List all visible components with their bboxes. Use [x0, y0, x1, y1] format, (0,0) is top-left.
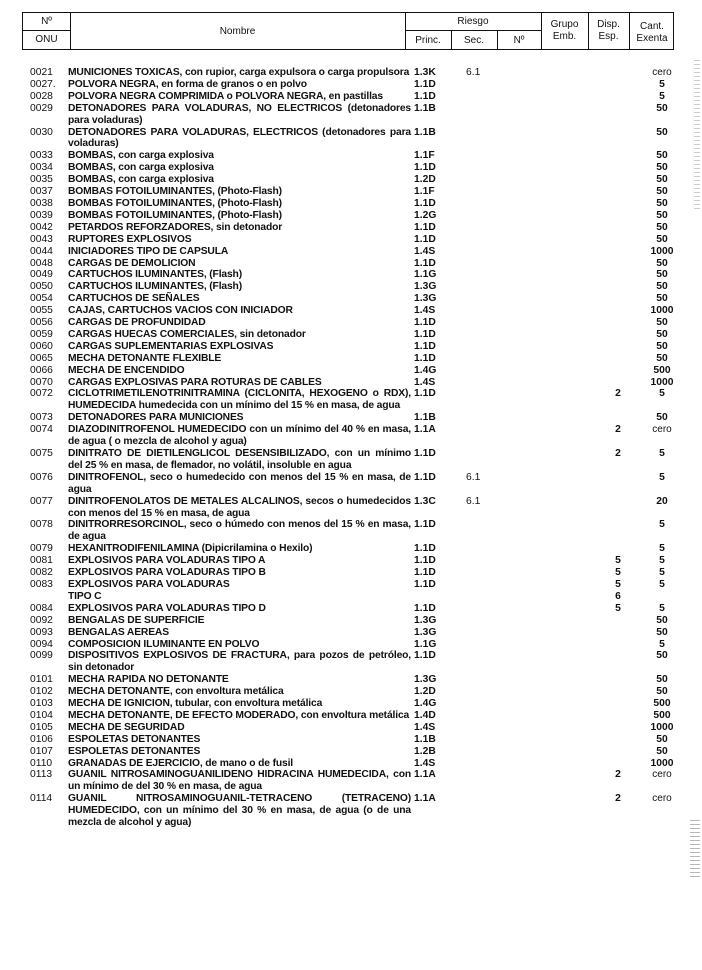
table-row: [30, 377, 690, 389]
onu-number: 0107: [30, 745, 53, 757]
table-row: [30, 91, 690, 103]
risk-principal: 1.1D: [414, 233, 436, 245]
exempt-quantity: 50: [656, 686, 668, 698]
onu-number: 0060: [30, 340, 53, 352]
table-row: [30, 627, 690, 639]
risk-principal: 1.1G: [414, 269, 437, 281]
risk-principal: 1.1D: [414, 221, 436, 233]
exempt-quantity: 5: [659, 578, 665, 590]
onu-number: 0077: [30, 495, 53, 507]
substance-name: MECHA RAPIDA NO DETONANTE: [68, 674, 229, 686]
risk-principal: 1.1D: [414, 471, 436, 483]
table-row: [30, 269, 690, 281]
risk-principal: 1.1D: [414, 448, 436, 459]
table-row: [30, 353, 690, 365]
substance-name: CARTUCHOS ILUMINANTES, (Flash): [68, 269, 242, 281]
table-row: [30, 234, 690, 246]
table-row: [30, 734, 690, 746]
table-row: [30, 448, 690, 472]
exempt-quantity: 50: [656, 340, 668, 352]
exempt-quantity: 50: [656, 352, 668, 364]
onu-number: 0027.: [30, 78, 56, 90]
special-provision: 6: [615, 590, 621, 602]
onu-number: 0066: [30, 364, 53, 376]
substance-name: EXPLOSIVOS PARA VOLADURAS TIPO B: [68, 567, 266, 579]
onu-number: 0059: [30, 328, 53, 340]
table-row: [30, 555, 690, 567]
onu-number: 0050: [30, 281, 53, 293]
exempt-quantity: 1000: [650, 721, 674, 733]
risk-principal: 1.1D: [414, 555, 436, 567]
exempt-quantity: 50: [656, 614, 668, 626]
onu-number: 0110: [30, 757, 53, 769]
substance-name: CICLOTRIMETILENOTRINITRAMINA (CICLONITA, HEXOGENO o RDX), HUMEDECIDA humedecida con un mínimo del 15 % en masa, de agua: [68, 388, 411, 412]
onu-number: 0038: [30, 197, 53, 209]
risk-principal: 1.1B: [414, 733, 436, 745]
header-nombre: Nombre: [219, 26, 256, 37]
table-row: [30, 519, 690, 543]
onu-number: 0114: [30, 793, 53, 805]
table-body: [30, 67, 690, 829]
onu-number: 0054: [30, 293, 53, 305]
special-provision: 2: [615, 448, 621, 459]
exempt-quantity: 50: [656, 197, 668, 209]
onu-number: 0021: [30, 67, 53, 78]
special-provision: 5: [615, 602, 621, 614]
onu-number: 0049: [30, 269, 53, 281]
risk-principal: 1.4S: [414, 757, 436, 769]
special-provision: 5: [615, 578, 621, 590]
risk-secondary: 6.1: [466, 495, 481, 507]
risk-principal: 1.1D: [414, 317, 436, 329]
substance-name: CARGAS EXPLOSIVAS PARA ROTURAS DE CABLES: [68, 376, 322, 388]
table-row: [30, 591, 690, 603]
table-row: [30, 329, 690, 341]
onu-number: 0029: [30, 102, 53, 114]
risk-secondary: 6.1: [466, 67, 481, 78]
risk-principal: 1.3K: [414, 67, 436, 78]
risk-principal: 1.3G: [414, 614, 437, 626]
exempt-quantity: cero: [652, 424, 672, 436]
onu-number: 0094: [30, 638, 53, 650]
table-row: [30, 543, 690, 555]
risk-principal: 1.3G: [414, 626, 437, 638]
exempt-quantity: 50: [656, 150, 668, 162]
special-provision: 2: [615, 424, 621, 436]
onu-number: 0082: [30, 567, 53, 579]
table-row: [30, 698, 690, 710]
onu-number: 0105: [30, 721, 53, 733]
onu-number: 0070: [30, 376, 53, 388]
substance-name: GRANADAS DE EJERCICIO, de mano o de fusil: [68, 757, 293, 769]
exempt-quantity: 50: [656, 412, 668, 424]
table-row: [30, 412, 690, 424]
onu-number: 0081: [30, 555, 53, 567]
risk-principal: 1.1B: [414, 126, 436, 138]
exempt-quantity: 5: [659, 638, 665, 650]
onu-number: 0099: [30, 650, 53, 662]
header-riesgo: Riesgo: [457, 16, 489, 27]
exempt-quantity: 5: [659, 519, 665, 531]
risk-principal: 1.3G: [414, 674, 437, 686]
table-row: [30, 758, 690, 770]
table-row: [30, 150, 690, 162]
substance-name: INICIADORES TIPO DE CAPSULA: [68, 245, 229, 257]
substance-name: DISPOSITIVOS EXPLOSIVOS DE FRACTURA, para pozos de petróleo, sin detonador: [68, 650, 411, 674]
onu-number: 0083: [30, 578, 53, 590]
header-exenta: Exenta: [636, 33, 668, 44]
exempt-quantity: 50: [656, 733, 668, 745]
exempt-quantity: 50: [656, 209, 668, 221]
exempt-quantity: 50: [656, 221, 668, 233]
risk-principal: 1.1D: [414, 78, 436, 90]
table-row: [30, 746, 690, 758]
exempt-quantity: 1000: [650, 376, 674, 388]
exempt-quantity: 5: [659, 567, 665, 579]
risk-principal: 1.1D: [414, 388, 436, 400]
exempt-quantity: 5: [659, 543, 665, 555]
substance-name: DETONADORES PARA VOLADURAS, ELECTRICOS (detonadores para voladuras): [68, 126, 411, 150]
header-cant: Cant.: [640, 21, 664, 32]
risk-principal: 1.4G: [414, 698, 437, 710]
table-row: [30, 127, 690, 151]
exempt-quantity: 500: [653, 698, 671, 710]
exempt-quantity: 50: [656, 317, 668, 329]
risk-principal: 1.1B: [414, 102, 436, 114]
substance-name: POLVORA NEGRA COMPRIMIDA o POLVORA NEGRA, en pastillas: [68, 90, 383, 102]
onu-number: 0072: [30, 388, 53, 400]
substance-name: DINITRORRESORCINOL, seco o húmedo con menos del 15 % en masa, de agua: [68, 519, 411, 543]
substance-name: BENGALAS AEREAS: [68, 626, 169, 638]
onu-number: 0048: [30, 257, 53, 269]
exempt-quantity: 5: [659, 448, 665, 459]
risk-principal: 1.1A: [414, 424, 436, 436]
risk-principal: 1.1D: [414, 543, 436, 555]
onu-number: 0075: [30, 448, 53, 459]
onu-number: 0093: [30, 626, 53, 638]
exempt-quantity: 5: [659, 78, 665, 90]
exempt-quantity: 1000: [650, 245, 674, 257]
substance-name: MECHA DE IGNICION, tubular, con envoltura metálica: [68, 698, 323, 710]
exempt-quantity: 50: [656, 281, 668, 293]
risk-principal: 1.1D: [414, 257, 436, 269]
risk-principal: 1.2G: [414, 209, 437, 221]
substance-name: CARGAS DE DEMOLICION: [68, 257, 196, 269]
risk-principal: 1.1B: [414, 412, 436, 424]
risk-principal: 1.3C: [414, 495, 436, 507]
substance-name: MECHA DETONANTE, con envoltura metálica: [68, 686, 284, 698]
risk-principal: 1.2D: [414, 174, 436, 186]
onu-number: 0092: [30, 614, 53, 626]
substance-name: RUPTORES EXPLOSIVOS: [68, 233, 192, 245]
exempt-quantity: 500: [653, 709, 671, 721]
header-riesgo-no: Nº: [513, 35, 525, 46]
table-row: [30, 162, 690, 174]
substance-name: GUANIL NITROSAMINOGUANIL-TETRACENO (TETRACENO) HUMEDECIDO, con un mínimo del 30 % en masa, de agua (o de una mezcla de alcohol y agua): [68, 793, 411, 829]
table-row: [30, 496, 690, 520]
substance-name: EXPLOSIVOS PARA VOLADURAS TIPO D: [68, 602, 266, 614]
risk-principal: 1.1D: [414, 340, 436, 352]
substance-name: MECHA DETONANTE, DE EFECTO MODERADO, con envoltura metálica: [68, 709, 410, 721]
table-row: [30, 79, 690, 91]
exempt-quantity: 20: [656, 495, 668, 507]
exempt-quantity: 1000: [650, 757, 674, 769]
exempt-quantity: 50: [656, 126, 668, 138]
substance-name: TIPO C: [68, 590, 102, 602]
exempt-quantity: 5: [659, 602, 665, 614]
substance-name: DIAZODINITROFENOL HUMEDECIDO con un mínimo del 40 % en masa, de agua ( o mezcla de alcohol y agua): [68, 424, 411, 448]
scan-noise: [694, 60, 700, 210]
exempt-quantity: cero: [652, 67, 672, 78]
table-row: [30, 222, 690, 234]
table-row: [30, 293, 690, 305]
onu-number: 0073: [30, 412, 53, 424]
substance-name: BOMBAS, con carga explosiva: [68, 174, 214, 186]
table-row: [30, 793, 690, 829]
substance-name: CARTUCHOS DE SEÑALES: [68, 293, 200, 305]
exempt-quantity: 50: [656, 328, 668, 340]
substance-name: BOMBAS FOTOILUMINANTES, (Photo-Flash): [68, 209, 282, 221]
table-row: [30, 686, 690, 698]
substance-name: BOMBAS FOTOILUMINANTES, (Photo-Flash): [68, 197, 282, 209]
substance-name: COMPOSICION ILUMINANTE EN POLVO: [68, 638, 260, 650]
risk-principal: 1.1D: [414, 328, 436, 340]
risk-principal: 1.4G: [414, 364, 437, 376]
risk-principal: 1.4S: [414, 305, 436, 317]
exempt-quantity: 50: [656, 186, 668, 198]
table-row: [30, 210, 690, 222]
risk-principal: 1.3G: [414, 293, 437, 305]
onu-number: 0056: [30, 317, 53, 329]
onu-number: 0028: [30, 90, 53, 102]
risk-principal: 1.1D: [414, 519, 436, 531]
onu-number: 0033: [30, 150, 53, 162]
exempt-quantity: 5: [659, 388, 665, 400]
risk-principal: 1.4D: [414, 709, 436, 721]
onu-number: 0042: [30, 221, 53, 233]
substance-name: BOMBAS FOTOILUMINANTES, (Photo-Flash): [68, 186, 282, 198]
risk-principal: 1.1D: [414, 650, 436, 662]
header-sec: Sec.: [463, 35, 484, 46]
exempt-quantity: 50: [656, 102, 668, 114]
risk-principal: 1.4S: [414, 376, 436, 388]
risk-principal: 1.1G: [414, 638, 437, 650]
substance-name: DETONADORES PARA MUNICIONES: [68, 412, 244, 424]
exempt-quantity: 50: [656, 269, 668, 281]
divider: [23, 30, 70, 31]
special-provision: 5: [615, 555, 621, 567]
table-row: [30, 424, 690, 448]
onu-number: 0074: [30, 424, 53, 436]
exempt-quantity: 50: [656, 745, 668, 757]
substance-name: BOMBAS, con carga explosiva: [68, 162, 214, 174]
table-row: [30, 174, 690, 186]
risk-principal: 1.4S: [414, 721, 436, 733]
risk-principal: 1.1D: [414, 578, 436, 590]
special-provision: 2: [615, 769, 621, 781]
table-row: [30, 341, 690, 353]
exempt-quantity: 50: [656, 174, 668, 186]
onu-number: 0037: [30, 186, 53, 198]
risk-principal: 1.1F: [414, 186, 435, 198]
table-row: [30, 365, 690, 377]
onu-number: 0102: [30, 686, 53, 698]
table-row: [30, 317, 690, 329]
exempt-quantity: 50: [656, 674, 668, 686]
risk-principal: 1.1F: [414, 150, 435, 162]
risk-principal: 1.2B: [414, 745, 436, 757]
substance-name: BENGALAS DE SUPERFICIE: [68, 614, 205, 626]
table-row: [30, 472, 690, 496]
table-row: [30, 281, 690, 293]
scan-noise: [690, 820, 700, 880]
onu-number: 0039: [30, 209, 53, 221]
risk-principal: 1.4S: [414, 245, 436, 257]
onu-number: 0078: [30, 519, 53, 531]
substance-name: CAJAS, CARTUCHOS VACIOS CON INICIADOR: [68, 305, 293, 317]
substance-name: MECHA DE ENCENDIDO: [68, 364, 185, 376]
table-row: [30, 567, 690, 579]
risk-principal: 1.1A: [414, 793, 436, 805]
risk-secondary: 6.1: [466, 471, 481, 483]
table-row: [30, 186, 690, 198]
onu-number: 0043: [30, 233, 53, 245]
table-row: [30, 388, 690, 412]
exempt-quantity: 50: [656, 293, 668, 305]
substance-name: PETARDOS REFORZADORES, sin detonador: [68, 221, 283, 233]
risk-principal: 1.1D: [414, 352, 436, 364]
risk-principal: 1.1D: [414, 90, 436, 102]
onu-number: 0101: [30, 674, 53, 686]
onu-number: 0103: [30, 698, 53, 710]
substance-name: CARGAS HUECAS COMERCIALES, sin detonador: [68, 328, 306, 340]
table-row: [30, 710, 690, 722]
header-emb: Emb.: [552, 31, 577, 42]
risk-principal: 1.1D: [414, 162, 436, 174]
substance-name: ESPOLETAS DETONANTES: [68, 733, 201, 745]
exempt-quantity: 5: [659, 471, 665, 483]
onu-number: 0065: [30, 352, 53, 364]
table-row: [30, 198, 690, 210]
header-grupo: Grupo: [550, 19, 579, 30]
risk-principal: 1.1D: [414, 567, 436, 579]
substance-name: HEXANITRODIFENILAMINA (Dipicrilamina o Hexilo): [68, 543, 313, 555]
onu-number: 0055: [30, 305, 53, 317]
special-provision: 2: [615, 793, 621, 805]
substance-name: DINITROFENOLATOS DE METALES ALCALINOS, secos o humedecidos con menos del 15 % en masa, de agua: [68, 495, 411, 519]
table-row: [30, 305, 690, 317]
substance-name: MECHA DE SEGURIDAD: [68, 721, 185, 733]
onu-number: 0113: [30, 769, 53, 781]
risk-principal: 1.2D: [414, 686, 436, 698]
table-row: [30, 674, 690, 686]
onu-number: 0084: [30, 602, 53, 614]
substance-name: EXPLOSIVOS PARA VOLADURAS TIPO A: [68, 555, 266, 567]
header-onu: ONU: [35, 34, 58, 45]
substance-name: MECHA DETONANTE FLEXIBLE: [68, 352, 222, 364]
table-row: [30, 603, 690, 615]
onu-number: 0104: [30, 709, 53, 721]
onu-number: 0044: [30, 245, 53, 257]
substance-name: DINITROFENOL, seco o humedecido con menos del 15 % en masa, de agua: [68, 471, 411, 495]
table-row: [30, 579, 690, 591]
exempt-quantity: cero: [652, 769, 672, 781]
onu-number: 0079: [30, 543, 53, 555]
onu-number: 0076: [30, 471, 53, 483]
exempt-quantity: 500: [653, 364, 671, 376]
header-esp: Esp.: [598, 31, 619, 42]
table-row: [30, 246, 690, 258]
onu-number: 0030: [30, 126, 53, 138]
risk-principal: 1.1D: [414, 602, 436, 614]
table-header: [22, 12, 674, 50]
exempt-quantity: 5: [659, 555, 665, 567]
substance-name: ESPOLETAS DETONANTES: [68, 745, 201, 757]
substance-name: MUNICIONES TOXICAS, con rupior, carga expulsora o carga propulsora: [68, 67, 410, 78]
onu-number: 0034: [30, 162, 53, 174]
exempt-quantity: 50: [656, 162, 668, 174]
substance-name: POLVORA NEGRA, en forma de granos o en polvo: [68, 78, 307, 90]
table-row: [30, 722, 690, 734]
exempt-quantity: 50: [656, 626, 668, 638]
special-provision: 2: [615, 388, 621, 400]
substance-name: DINITRATO DE DIETILENGLICOL DESENSIBILIZADO, con un mínimo del 25 % en masa, de flemador, no volátil, insoluble en agua: [68, 448, 411, 471]
risk-principal: 1.1A: [414, 769, 436, 781]
table-row: [30, 615, 690, 627]
exempt-quantity: 50: [656, 650, 668, 662]
table-row: [30, 258, 690, 270]
exempt-quantity: cero: [652, 793, 672, 805]
exempt-quantity: 5: [659, 90, 665, 102]
table-row: [30, 769, 690, 793]
substance-name: BOMBAS, con carga explosiva: [68, 150, 214, 162]
substance-name: EXPLOSIVOS PARA VOLADURAS: [68, 578, 230, 590]
header-no: Nº: [41, 16, 52, 27]
table-row: [30, 103, 690, 127]
header-princ: Princ.: [415, 35, 441, 46]
risk-principal: 1.1D: [414, 197, 436, 209]
exempt-quantity: 1000: [650, 305, 674, 317]
onu-number: 0106: [30, 733, 53, 745]
special-provision: 5: [615, 567, 621, 579]
substance-name: CARTUCHOS ILUMINANTES, (Flash): [68, 281, 242, 293]
table-row: [30, 67, 690, 79]
header-disp: Disp.: [597, 19, 620, 30]
onu-number: 0035: [30, 174, 53, 186]
substance-name: CARGAS SUPLEMENTARIAS EXPLOSIVAS: [68, 340, 274, 352]
exempt-quantity: 50: [656, 233, 668, 245]
substance-name: GUANIL NITROSAMINOGUANILIDENO HIDRACINA HUMEDECIDA, con un mínimo de del 30 % en masa, de agua: [68, 769, 411, 793]
substance-name: CARGAS DE PROFUNDIDAD: [68, 317, 206, 329]
exempt-quantity: 50: [656, 257, 668, 269]
table-row: [30, 639, 690, 651]
divider: [405, 30, 541, 31]
substance-name: DETONADORES PARA VOLADURAS, NO ELECTRICOS (detonadores para voladuras): [68, 102, 411, 126]
risk-principal: 1.3G: [414, 281, 437, 293]
table-row: [30, 650, 690, 674]
